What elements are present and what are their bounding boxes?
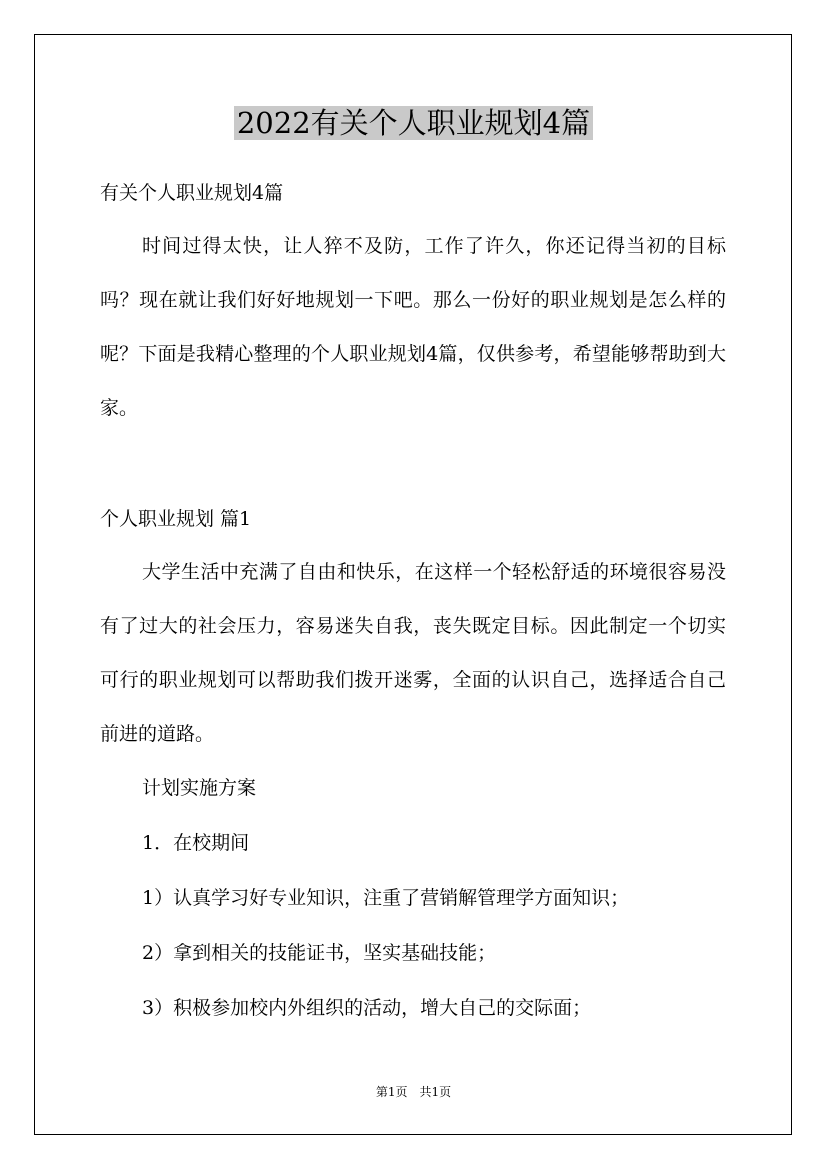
list-item: 1．在校期间 — [142, 832, 250, 854]
plan-heading: 计划实施方案 — [142, 777, 257, 799]
document-title-text: 2022有关个人职业规划4篇 — [234, 106, 593, 140]
section-heading: 个人职业规划 篇1 — [100, 508, 252, 530]
section-paragraph: 大学生活中充满了自由和快乐，在这样一个轻松舒适的环境很容易没有了过大的社会压力，容易迷失自我，丧失既定目标。因此制定一个切实可行的职业规划可以帮助我们拨开迷雾，全面的认识自己，选择适合自己前进的道路。 — [100, 561, 726, 745]
list-item: 1）认真学习好专业知识，注重了营销解管理学方面知识； — [142, 887, 630, 909]
intro-paragraph: 时间过得太快，让人猝不及防，工作了许久，你还记得当初的目标吗？现在就让我们好好地规划一下吧。那么一份好的职业规划是怎么样的呢？下面是我精心整理的个人职业规划4篇，仅供参考，希望能够帮助到大家。 — [100, 235, 726, 419]
page-footer: 第1页 共1页 — [375, 1085, 452, 1099]
document-subtitle: 有关个人职业规划4篇 — [100, 182, 284, 204]
list-item: 3）积极参加校内外组织的活动，增大自己的交际面； — [142, 997, 592, 1019]
list-item: 2）拿到相关的技能证书，坚实基础技能； — [142, 942, 497, 964]
document-title — [0, 100, 827, 146]
